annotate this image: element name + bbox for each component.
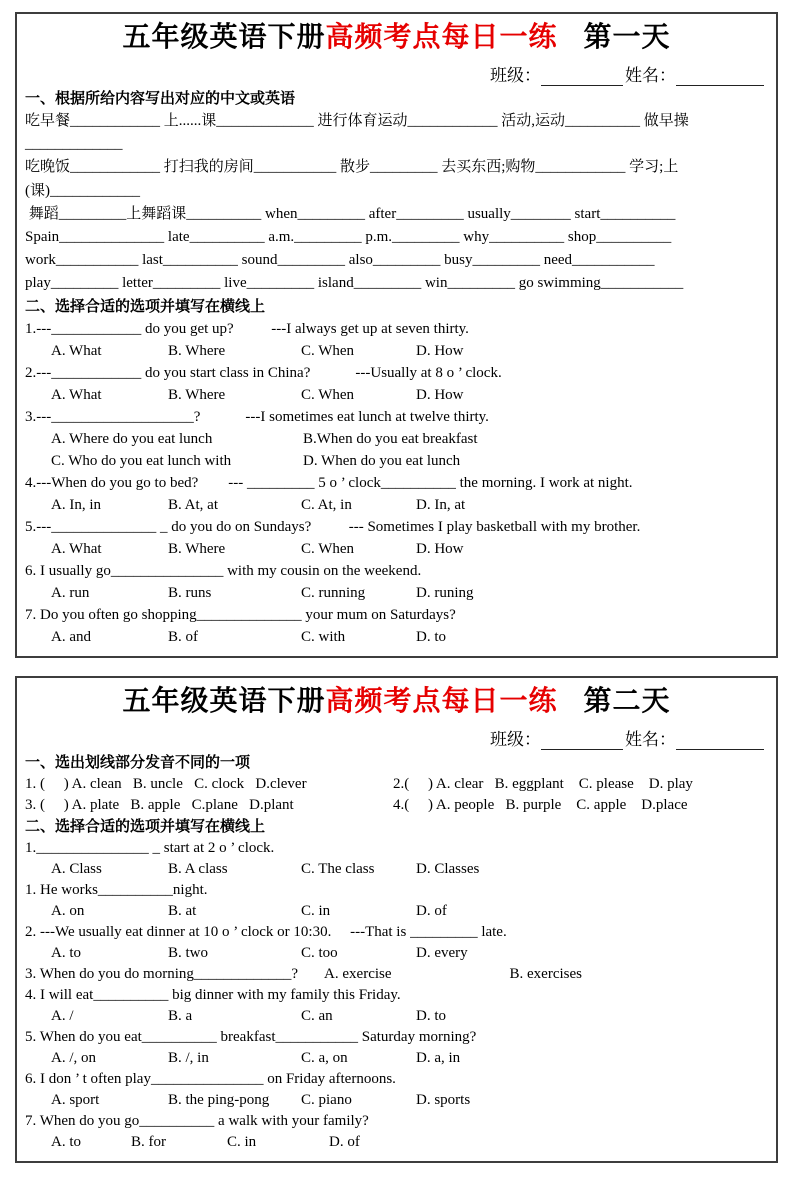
option-item: D. to xyxy=(416,628,446,645)
question xyxy=(25,406,768,472)
question-stem: 4.---When do you go to bed? --- _________ 5 o ’ clock__________ the morning. I work at night. xyxy=(25,474,633,491)
option-item: C. When xyxy=(301,386,355,403)
phonics-group: 3. ( ) A. plate B. apple C.plane D.plant xyxy=(25,796,294,813)
option-item: C. Who do you eat lunch with xyxy=(51,452,232,469)
section-heading: 一、根据所给内容写出对应的中文或英语 xyxy=(25,91,296,107)
question-stem: 1._______________ _ start at 2 o ’ clock. xyxy=(25,839,275,856)
student-info-row xyxy=(25,58,768,86)
option-item: B. two xyxy=(168,944,209,961)
option-item: C. a, on xyxy=(301,1049,348,1066)
option-item: B. for xyxy=(131,1133,166,1150)
option-item: B. the ping-pong xyxy=(168,1091,270,1108)
option-item: C. an xyxy=(301,1007,333,1024)
question-options xyxy=(25,494,768,516)
question xyxy=(25,1027,768,1069)
question-stem: 5.---______________ _ do you do on Sundays? --- Sometimes I play basketball with my brother. xyxy=(25,518,641,535)
question xyxy=(25,362,768,406)
question-options xyxy=(25,1048,768,1069)
option-item: C. When xyxy=(301,540,355,557)
title-day: 第一天 xyxy=(583,22,671,53)
section-heading: 二、选择合适的选项并填写在横线上 xyxy=(25,298,266,315)
option-item: C. with xyxy=(301,628,346,645)
question xyxy=(25,516,768,560)
option-item: D. every xyxy=(416,944,468,961)
question-stem: 2. ---We usually eat dinner at 10 o ’ clock or 10:30. ---That is _________ late. xyxy=(25,923,507,940)
option-item: A. Where do you eat lunch xyxy=(51,430,213,447)
option-item: A. /, on xyxy=(51,1049,96,1066)
question-stem: 2.---____________ do you start class in China? ---Usually at 8 o ’ clock. xyxy=(25,364,502,381)
option-item: B. /, in xyxy=(168,1049,209,1066)
question xyxy=(25,604,768,648)
phonics-group: 4.( ) A. people B. purple C. apple D.place xyxy=(393,796,688,813)
option-item: B. At, at xyxy=(168,496,219,513)
question-options xyxy=(25,538,768,560)
option-item: C. in xyxy=(227,1133,257,1150)
question-stem: 5. When do you eat__________ breakfast___________ Saturday morning? xyxy=(25,1028,477,1045)
vocab-row: 舞蹈_________上舞蹈课__________ when_________ after_________ usually________ start__________ xyxy=(25,205,676,222)
title-highlight: 高频考点每日一练 xyxy=(325,22,558,53)
option-item: C. running xyxy=(301,584,366,601)
option-item: D. to xyxy=(416,1007,446,1024)
option-item: C. When xyxy=(301,342,355,359)
option-item: B. runs xyxy=(168,584,212,601)
option-item: A. exercise xyxy=(324,965,392,982)
question xyxy=(25,964,768,985)
option-item: C. piano xyxy=(301,1091,352,1108)
class-blank-line xyxy=(541,66,623,86)
vocab-row: play_________ letter_________ live_________ island_________ win_________ go swimming___________ xyxy=(25,275,684,292)
option-item: A. sport xyxy=(51,1091,100,1108)
class-blank-line xyxy=(541,730,623,750)
question xyxy=(25,880,768,922)
option-item: D. How xyxy=(416,540,464,557)
section-heading: 二、选择合适的选项并填写在横线上 xyxy=(25,818,266,835)
question xyxy=(25,1111,768,1153)
option-item: B. Where xyxy=(168,386,226,403)
title-prefix: 五年级英语下册 xyxy=(122,685,326,717)
question-options xyxy=(25,1006,768,1027)
phonics-group: 1. ( ) A. clean B. uncle C. clock D.clever xyxy=(25,775,307,792)
vocab-row: work___________ last__________ sound_________ also_________ busy_________ need___________ xyxy=(25,252,655,269)
option-item: C. in xyxy=(301,902,331,919)
question-options xyxy=(25,428,768,472)
name-blank-line xyxy=(676,66,764,86)
worksheet-title xyxy=(25,682,768,722)
question-options xyxy=(25,384,768,406)
question-stem: 3. When do you do morning_____________? xyxy=(25,965,299,982)
question-options xyxy=(25,859,768,880)
option-item: D. runing xyxy=(416,584,474,601)
question xyxy=(25,472,768,516)
question xyxy=(25,922,768,964)
option-item: B. a xyxy=(168,1007,193,1024)
option-item: D. How xyxy=(416,386,464,403)
option-item: A. / xyxy=(51,1007,74,1024)
title-highlight: 高频考点每日一练 xyxy=(325,685,558,717)
option-item: B.When do you eat breakfast xyxy=(303,430,478,447)
title-day: 第二天 xyxy=(583,685,671,717)
question xyxy=(25,318,768,362)
option-item: D. sports xyxy=(416,1091,471,1108)
vocab-row: 吃晚饭____________ 打扫我的房间___________ 散步_________ 去买东西;购物____________ 学习;上(课)____________ xyxy=(25,159,679,199)
option-item: B. A class xyxy=(168,860,228,877)
student-info-row xyxy=(25,722,768,750)
name-label: 姓名： xyxy=(625,66,676,85)
option-item: C. The class xyxy=(301,860,375,877)
question-options xyxy=(25,1090,768,1111)
question-options xyxy=(25,626,768,648)
question-stem: 7. Do you often go shopping______________ your mum on Saturdays? xyxy=(25,606,456,623)
phonics-row xyxy=(25,795,768,816)
class-label: 班级： xyxy=(490,66,541,85)
question-stem: 1.---____________ do you get up? ---I always get up at seven thirty. xyxy=(25,320,469,337)
option-item: D. When do you eat lunch xyxy=(303,452,461,469)
option-item: D. a, in xyxy=(416,1049,461,1066)
question-stem: 4. I will eat__________ big dinner with my family this Friday. xyxy=(25,986,401,1003)
question-options xyxy=(25,1132,768,1153)
name-label: 姓名： xyxy=(625,729,676,749)
question xyxy=(25,838,768,880)
option-item: A. to xyxy=(51,944,81,961)
option-item: B. of xyxy=(168,628,198,645)
option-item: C. At, in xyxy=(301,496,352,513)
option-item: A. What xyxy=(51,342,102,359)
phonics-group: 2.( ) A. clear B. eggplant C. please D. play xyxy=(393,775,693,792)
option-item: A. on xyxy=(51,902,85,919)
question-stem: 1. He works__________night. xyxy=(25,881,208,898)
option-item: A. Class xyxy=(51,860,102,877)
question-stem-row xyxy=(25,964,768,985)
option-item: D. of xyxy=(329,1133,360,1150)
option-item: D. How xyxy=(416,342,464,359)
name-blank-line xyxy=(676,730,764,750)
vocab-row: Spain______________ late__________ a.m._________ p.m._________ why__________ shop__________ xyxy=(25,229,672,246)
class-label: 班级： xyxy=(490,729,541,749)
option-item: D. Classes xyxy=(416,860,480,877)
option-item: C. too xyxy=(301,944,338,961)
question-options xyxy=(25,340,768,362)
worksheet-title xyxy=(25,18,768,58)
question-stem: 7. When do you go__________ a walk with your family? xyxy=(25,1112,369,1129)
question xyxy=(25,560,768,604)
option-item: D. In, at xyxy=(416,496,466,513)
question xyxy=(25,985,768,1027)
question-stem: 6. I don ’ t often play_______________ on Friday afternoons. xyxy=(25,1070,396,1087)
worksheet-day2 xyxy=(15,676,778,1163)
option-item: A. and xyxy=(51,628,91,645)
question-options xyxy=(25,943,768,964)
vocab-row: 吃早餐____________ 上......课_____________ 进行体育运动____________ 活动,运动__________ 做早操_____________ xyxy=(25,113,689,153)
question-options xyxy=(25,901,768,922)
option-item: B. Where xyxy=(168,540,226,557)
option-item: B. Where xyxy=(168,342,226,359)
option-item: A. What xyxy=(51,540,102,557)
title-prefix: 五年级英语下册 xyxy=(122,22,326,53)
phonics-row xyxy=(25,774,768,795)
question-options xyxy=(25,582,768,604)
option-item: A. What xyxy=(51,386,102,403)
option-item: A. In, in xyxy=(51,496,101,513)
section-heading: 一、选出划线部分发音不同的一项 xyxy=(25,754,251,771)
option-item: B. at xyxy=(168,902,197,919)
option-item: D. of xyxy=(416,902,447,919)
question xyxy=(25,1069,768,1111)
option-item: A. to xyxy=(51,1133,81,1150)
worksheet-day1 xyxy=(15,12,778,658)
option-item: B. exercises xyxy=(509,965,582,982)
option-item: A. run xyxy=(51,584,90,601)
question-stem: 3.---___________________? ---I sometimes eat lunch at twelve thirty. xyxy=(25,408,489,425)
question-stem: 6. I usually go_______________ with my cousin on the weekend. xyxy=(25,562,422,579)
